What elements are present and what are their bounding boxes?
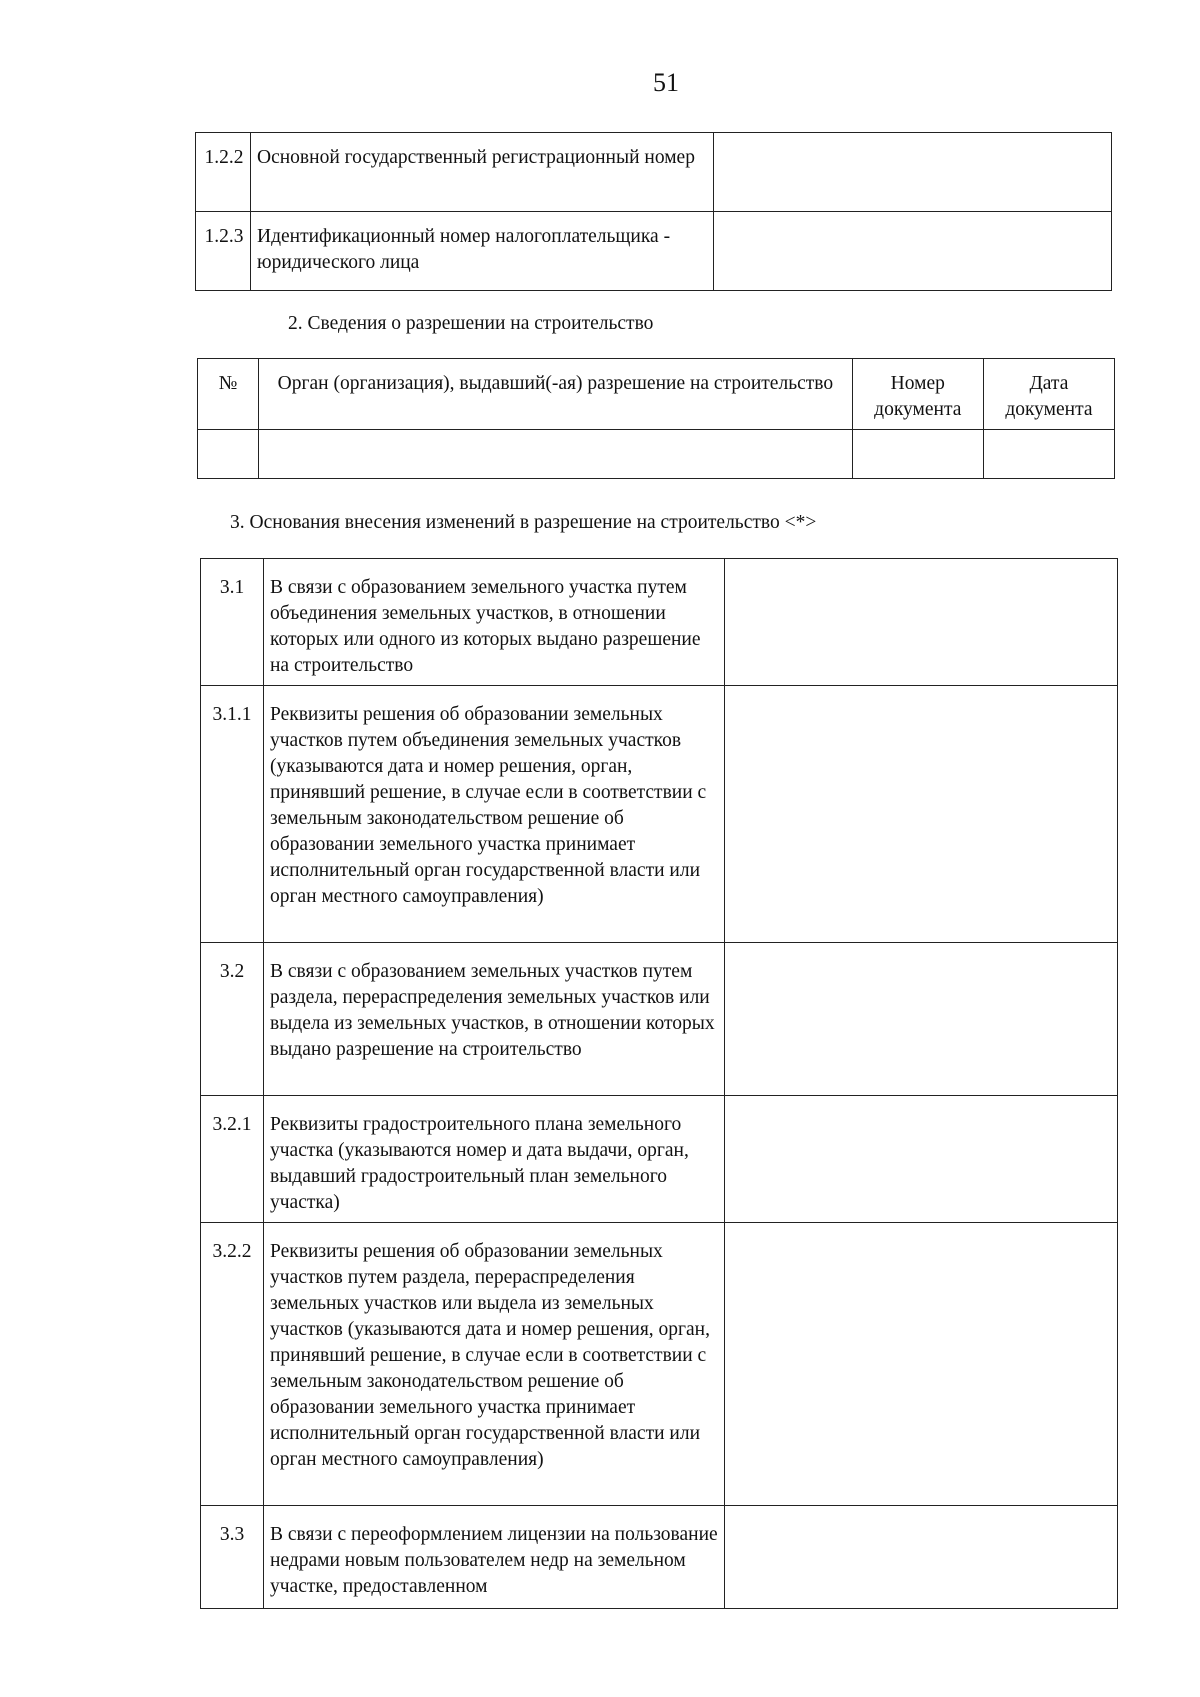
cell-doc-number[interactable] — [852, 430, 983, 479]
row-value-cell[interactable] — [725, 559, 1118, 686]
cell-number[interactable] — [198, 430, 259, 479]
row-number: 3.2.2 — [201, 1223, 264, 1506]
row-label: Реквизиты решения об образовании земельных участков путем раздела, перераспределения земельных участков или выдела из земельных участков (указываются дата и номер решения, орган, принявший решение, в случае если в соответствии с земельным законодательством решение об образовании земельного участка принимает исполнительный орган государственной власти или орган местного самоуправления) — [264, 1223, 725, 1506]
table-row — [196, 133, 1112, 212]
row-value-cell[interactable] — [725, 1223, 1118, 1506]
table-header-row — [198, 359, 1115, 430]
table-row — [196, 212, 1112, 291]
table-row — [201, 686, 1118, 943]
row-label: В связи с переоформлением лицензии на пользование недрами новым пользователем недр на земельном участке, предоставленном — [264, 1506, 725, 1609]
row-label: Идентификационный номер налогоплательщика - юридического лица — [251, 212, 714, 291]
applicant-details-table — [195, 132, 1112, 291]
header-doc-date: Дата документа — [983, 359, 1114, 430]
row-label: Реквизиты решения об образовании земельных участков путем объединения земельных участков (указываются дата и номер решения, орган, принявший решение, в случае если в соответствии с земельным законодательством решение об образовании земельного участка принимает исполнительный орган государственной власти или орган местного самоуправления) — [264, 686, 725, 943]
section-2-title: 2. Сведения о разрешении на строительство — [288, 313, 654, 334]
table-row — [201, 559, 1118, 686]
section-3-title: 3. Основания внесения изменений в разрешение на строительство <*> — [230, 512, 817, 533]
row-number: 3.3 — [201, 1506, 264, 1609]
table-row — [198, 430, 1115, 479]
header-organ: Орган (организация), выдавший(-ая) разрешение на строительство — [259, 359, 853, 430]
row-value-cell[interactable] — [725, 1096, 1118, 1223]
row-number: 3.1 — [201, 559, 264, 686]
page-number: 51 — [653, 68, 679, 97]
table-row — [201, 1096, 1118, 1223]
header-doc-number: Номер документа — [852, 359, 983, 430]
change-grounds-table — [200, 558, 1118, 1609]
table-row — [201, 943, 1118, 1096]
row-label: В связи с образованием земельных участков путем раздела, перераспределения земельных участков или выдела из земельных участков, в отношении которых выдано разрешение на строительство — [264, 943, 725, 1096]
row-number: 3.1.1 — [201, 686, 264, 943]
cell-organ[interactable] — [259, 430, 853, 479]
row-number: 1.2.3 — [196, 212, 251, 291]
row-label: В связи с образованием земельного участка путем объединения земельных участков, в отношении которых или одного из которых выдано разрешение на строительство — [264, 559, 725, 686]
row-number: 3.2.1 — [201, 1096, 264, 1223]
permit-info-table — [197, 358, 1115, 479]
row-label: Основной государственный регистрационный номер — [251, 133, 714, 212]
header-number: № — [198, 359, 259, 430]
row-value-cell[interactable] — [725, 943, 1118, 1096]
row-value-cell[interactable] — [714, 212, 1112, 291]
row-value-cell[interactable] — [714, 133, 1112, 212]
table-row — [201, 1223, 1118, 1506]
row-number: 1.2.2 — [196, 133, 251, 212]
table-row — [201, 1506, 1118, 1609]
row-label: Реквизиты градостроительного плана земельного участка (указываются номер и дата выдачи, орган, выдавший градостроительный план земельного участка) — [264, 1096, 725, 1223]
row-number: 3.2 — [201, 943, 264, 1096]
row-value-cell[interactable] — [725, 686, 1118, 943]
row-value-cell[interactable] — [725, 1506, 1118, 1609]
cell-doc-date[interactable] — [983, 430, 1114, 479]
